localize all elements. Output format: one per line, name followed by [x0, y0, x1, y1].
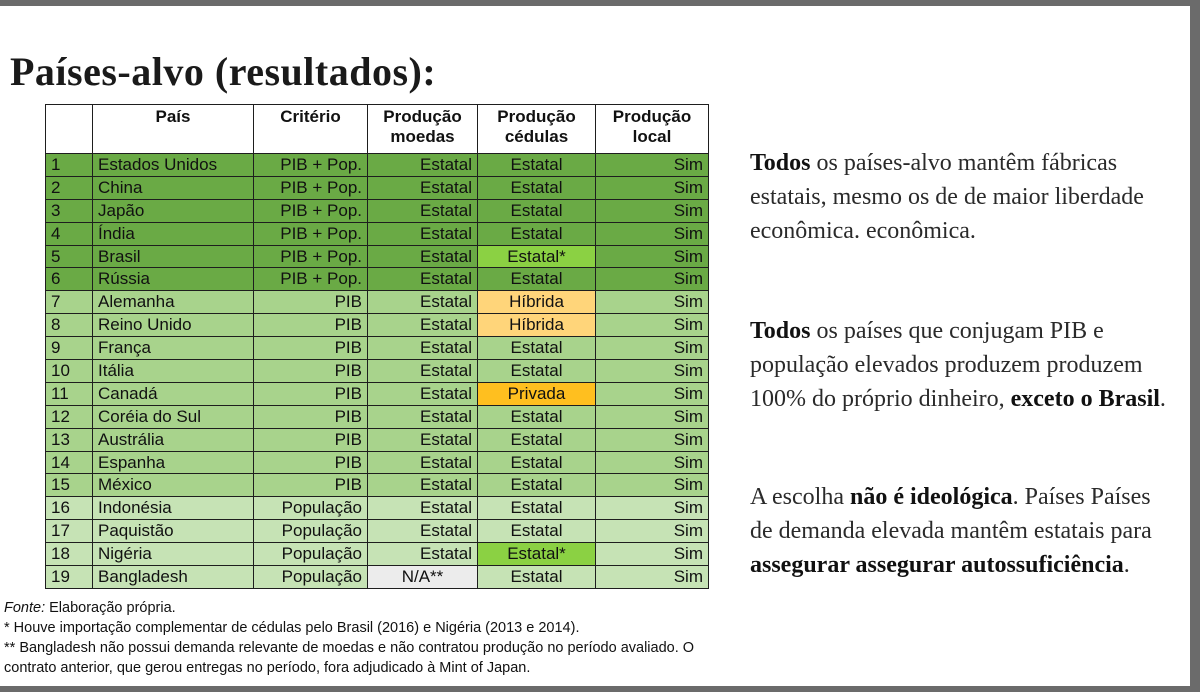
cell-pais: Reino Unido: [93, 314, 254, 337]
table-row: [46, 222, 709, 245]
cell-loc: Sim: [596, 222, 709, 245]
cell-moe: Estatal: [368, 291, 478, 314]
cell-pais: Coréia do Sul: [93, 405, 254, 428]
cell-num: 5: [46, 245, 93, 268]
side-p2-bold-2: exceto o Brasil: [1010, 386, 1160, 412]
table-row: [46, 291, 709, 314]
cell-crit: PIB + Pop.: [254, 268, 368, 291]
slide-title: Países-alvo (resultados):: [10, 49, 437, 94]
cell-moe: Estatal: [368, 474, 478, 497]
cell-crit: População: [254, 543, 368, 566]
cell-moe: Estatal: [368, 382, 478, 405]
cell-ced: Estatal*: [478, 543, 596, 566]
cell-pais: Japão: [93, 199, 254, 222]
cell-ced: Estatal: [478, 497, 596, 520]
source-text: Elaboração própria.: [45, 600, 176, 616]
results-table: [45, 104, 709, 589]
footnote-1: * Houve importação complementar de cédulas pelo Brasil (2016) e Nigéria (2013 e 2014).: [4, 620, 580, 636]
cell-ced: Estatal: [478, 337, 596, 360]
table-row: [46, 176, 709, 199]
cell-loc: Sim: [596, 520, 709, 543]
table-row: [46, 451, 709, 474]
cell-pais: Índia: [93, 222, 254, 245]
cell-moe: Estatal: [368, 497, 478, 520]
cell-num: 14: [46, 451, 93, 474]
cell-ced: Estatal: [478, 451, 596, 474]
cell-crit: PIB: [254, 382, 368, 405]
cell-ced: Estatal: [478, 154, 596, 177]
header-moedas: Produção moedas: [368, 105, 478, 154]
cell-moe: Estatal: [368, 199, 478, 222]
cell-crit: PIB + Pop.: [254, 245, 368, 268]
cell-moe: Estatal: [368, 428, 478, 451]
cell-moe: Estatal: [368, 337, 478, 360]
side-p1-bold: Todos: [750, 150, 811, 176]
table-row: [46, 199, 709, 222]
source-label: Fonte:: [4, 600, 46, 616]
cell-loc: Sim: [596, 154, 709, 177]
cell-pais: China: [93, 176, 254, 199]
footnote-2: ** Bangladesh não possui demanda relevante de moedas e não contratou produção no período avaliado. O contrato anterior, que gerou entregas no período, fora adjudicado à Mint of Japan.: [4, 640, 695, 676]
cell-pais: Indonésia: [93, 497, 254, 520]
cell-crit: População: [254, 566, 368, 589]
cell-loc: Sim: [596, 245, 709, 268]
cell-num: 11: [46, 382, 93, 405]
cell-moe: Estatal: [368, 245, 478, 268]
cell-ced: Híbrida: [478, 291, 596, 314]
cell-loc: Sim: [596, 543, 709, 566]
cell-pais: Brasil: [93, 245, 254, 268]
side-p3-end: .: [1123, 552, 1130, 578]
cell-num: 13: [46, 428, 93, 451]
cell-crit: PIB: [254, 314, 368, 337]
cell-pais: Alemanha: [93, 291, 254, 314]
table-row: [46, 268, 709, 291]
side-p3-bold-2: assegurar assegurar autossuficiência: [750, 552, 1124, 578]
side-p2-text: os países que conjugam PIB e população elevados produzem produzem 100% do próprio dinheiro,: [750, 318, 1143, 412]
cell-num: 18: [46, 543, 93, 566]
table-row: [46, 566, 709, 589]
side-p3-text: . Países Países de demanda elevada mantêm estatais para: [750, 484, 1152, 544]
table-body: [46, 154, 709, 589]
cell-ced: Estatal: [478, 474, 596, 497]
cell-num: 19: [46, 566, 93, 589]
cell-num: 9: [46, 337, 93, 360]
cell-loc: Sim: [596, 405, 709, 428]
cell-num: 7: [46, 291, 93, 314]
table-row: [46, 520, 709, 543]
cell-loc: Sim: [596, 291, 709, 314]
cell-loc: Sim: [596, 497, 709, 520]
window-edge: [1190, 0, 1200, 692]
cell-num: 4: [46, 222, 93, 245]
cell-moe: Estatal: [368, 222, 478, 245]
cell-num: 10: [46, 360, 93, 383]
side-p2-end: .: [1159, 386, 1166, 412]
cell-num: 12: [46, 405, 93, 428]
table-row: [46, 382, 709, 405]
table-row: [46, 543, 709, 566]
table-row: [46, 405, 709, 428]
cell-loc: Sim: [596, 337, 709, 360]
cell-moe: Estatal: [368, 405, 478, 428]
cell-crit: PIB: [254, 474, 368, 497]
cell-ced: Estatal: [478, 566, 596, 589]
cell-loc: Sim: [596, 451, 709, 474]
side-p1-text: os países-alvo mantêm fábricas estatais, mesmo os de de maior liberdade econômica. econômica.: [750, 150, 1144, 244]
table-notes: [4, 598, 724, 678]
cell-crit: População: [254, 497, 368, 520]
cell-num: 1: [46, 154, 93, 177]
cell-loc: Sim: [596, 474, 709, 497]
table-row: [46, 497, 709, 520]
cell-ced: Estatal*: [478, 245, 596, 268]
cell-crit: PIB + Pop.: [254, 154, 368, 177]
cell-crit: PIB: [254, 405, 368, 428]
cell-ced: Estatal: [478, 222, 596, 245]
header-local: Produção local: [596, 105, 709, 154]
cell-pais: Nigéria: [93, 543, 254, 566]
cell-num: 15: [46, 474, 93, 497]
cell-num: 8: [46, 314, 93, 337]
cell-loc: Sim: [596, 382, 709, 405]
cell-pais: Rússia: [93, 268, 254, 291]
cell-pais: Estados Unidos: [93, 154, 254, 177]
table-header-row: [46, 105, 709, 154]
cell-ced: Privada: [478, 382, 596, 405]
table-row: [46, 474, 709, 497]
header-num: [46, 105, 93, 154]
cell-moe: Estatal: [368, 520, 478, 543]
cell-num: 2: [46, 176, 93, 199]
cell-num: 16: [46, 497, 93, 520]
table-row: [46, 428, 709, 451]
cell-moe: Estatal: [368, 154, 478, 177]
cell-ced: Estatal: [478, 199, 596, 222]
cell-num: 17: [46, 520, 93, 543]
table-row: [46, 245, 709, 268]
cell-ced: Estatal: [478, 176, 596, 199]
header-pais: País: [93, 105, 254, 154]
cell-pais: Austrália: [93, 428, 254, 451]
side-p3-start: A escolha: [750, 484, 850, 510]
cell-crit: PIB: [254, 451, 368, 474]
cell-pais: França: [93, 337, 254, 360]
table-row: [46, 314, 709, 337]
cell-ced: Estatal: [478, 360, 596, 383]
side-paragraph-1: [750, 146, 1170, 248]
header-criterio: Critério: [254, 105, 368, 154]
cell-moe: Estatal: [368, 543, 478, 566]
cell-ced: Estatal: [478, 405, 596, 428]
cell-crit: População: [254, 520, 368, 543]
table-row: [46, 337, 709, 360]
cell-ced: Híbrida: [478, 314, 596, 337]
cell-loc: Sim: [596, 176, 709, 199]
cell-num: 3: [46, 199, 93, 222]
side-paragraph-3: [750, 480, 1170, 582]
cell-moe: Estatal: [368, 268, 478, 291]
cell-ced: Estatal: [478, 268, 596, 291]
cell-loc: Sim: [596, 428, 709, 451]
cell-loc: Sim: [596, 360, 709, 383]
cell-moe: N/A**: [368, 566, 478, 589]
cell-loc: Sim: [596, 566, 709, 589]
cell-pais: Canadá: [93, 382, 254, 405]
side-p2-bold: Todos: [750, 318, 811, 344]
cell-loc: Sim: [596, 314, 709, 337]
cell-loc: Sim: [596, 199, 709, 222]
cell-moe: Estatal: [368, 314, 478, 337]
slide: [0, 6, 1200, 686]
cell-pais: México: [93, 474, 254, 497]
cell-loc: Sim: [596, 268, 709, 291]
table-row: [46, 154, 709, 177]
cell-crit: PIB: [254, 291, 368, 314]
cell-crit: PIB + Pop.: [254, 199, 368, 222]
cell-pais: Paquistão: [93, 520, 254, 543]
cell-crit: PIB + Pop.: [254, 176, 368, 199]
cell-crit: PIB: [254, 428, 368, 451]
cell-moe: Estatal: [368, 451, 478, 474]
cell-ced: Estatal: [478, 520, 596, 543]
source-note: [4, 598, 724, 618]
cell-pais: Espanha: [93, 451, 254, 474]
side-p3-bold: não é ideológica: [849, 484, 1013, 510]
header-cedulas: Produção cédulas: [478, 105, 596, 154]
cell-num: 6: [46, 268, 93, 291]
cell-moe: Estatal: [368, 176, 478, 199]
side-paragraph-2: [750, 314, 1170, 416]
cell-moe: Estatal: [368, 360, 478, 383]
table-row: [46, 360, 709, 383]
cell-crit: PIB: [254, 337, 368, 360]
cell-crit: PIB + Pop.: [254, 222, 368, 245]
cell-ced: Estatal: [478, 428, 596, 451]
cell-pais: Bangladesh: [93, 566, 254, 589]
cell-pais: Itália: [93, 360, 254, 383]
cell-crit: PIB: [254, 360, 368, 383]
